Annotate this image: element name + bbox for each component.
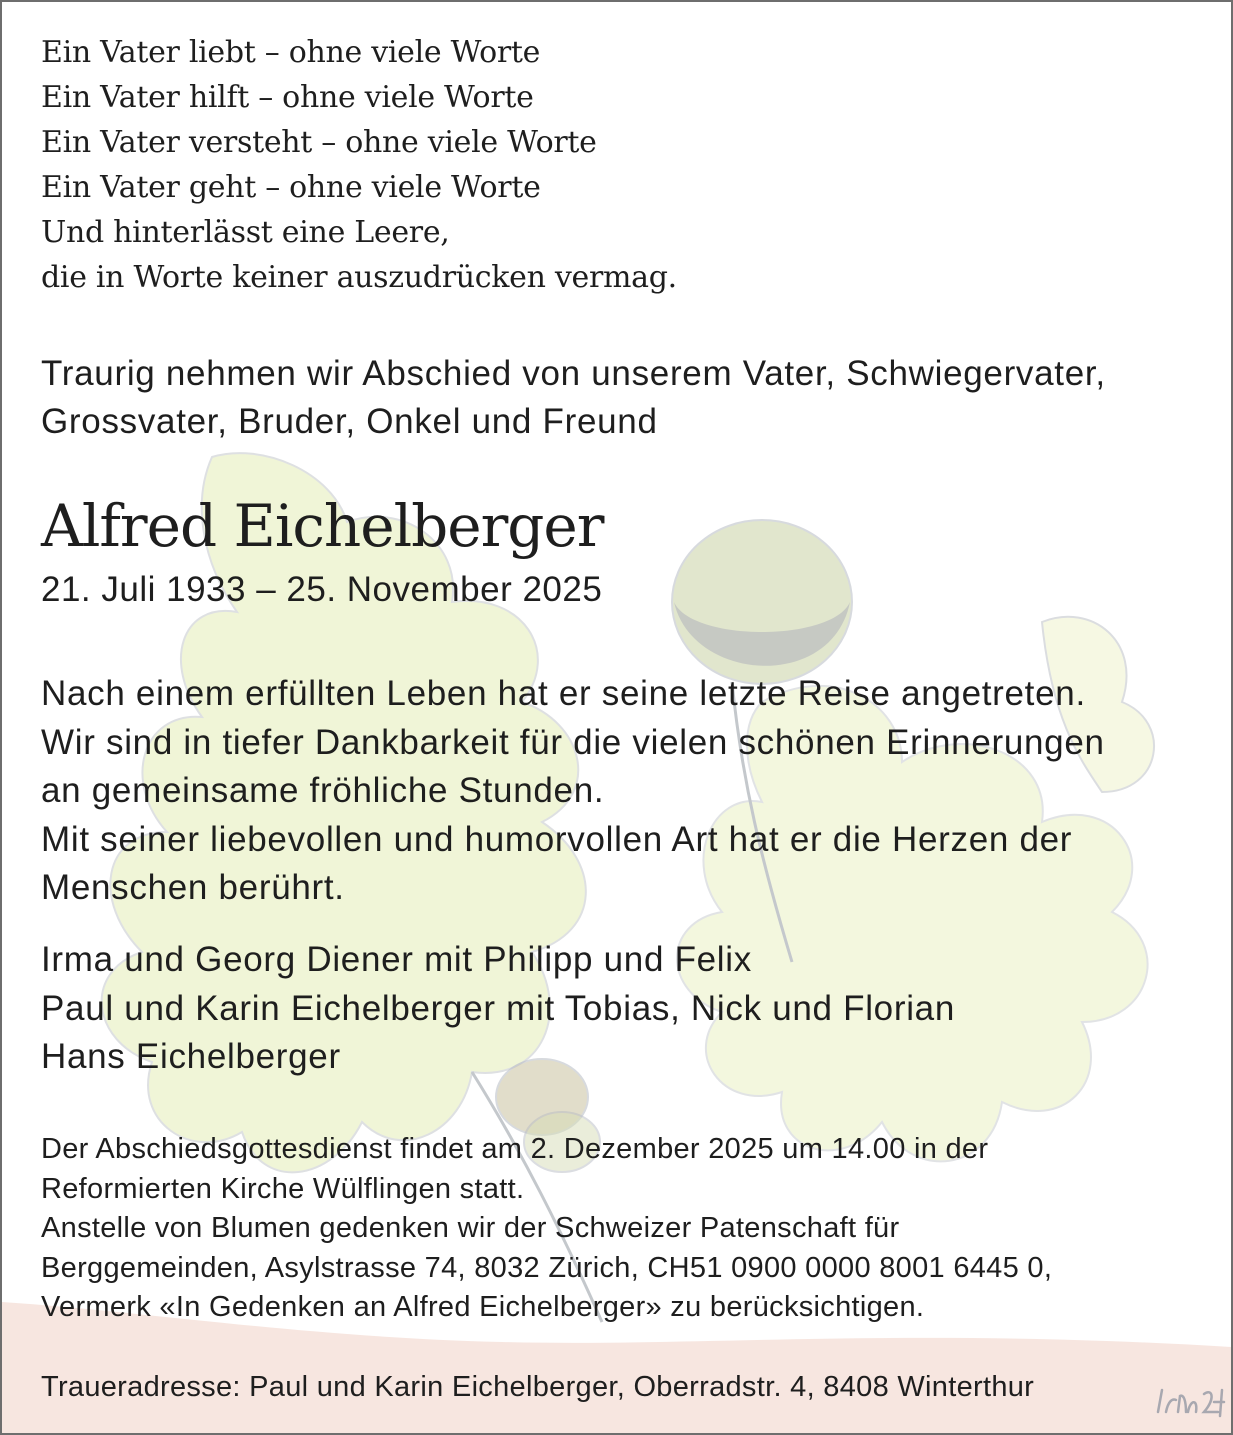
tribute-line: Menschen berührt. (41, 868, 345, 907)
mourner-entry: Paul und Karin Eichelberger mit Tobias, Nick und Florian (41, 988, 955, 1028)
tribute-line: Mit seiner liebevollen und humorvollen Art hat er die Herzen der (41, 819, 1073, 859)
intro-line: Grossvater, Bruder, Onkel und Freund (41, 402, 658, 441)
mourners-list (41, 936, 955, 1082)
poem-line: Ein Vater hilft – ohne viele Worte (41, 80, 534, 115)
poem-line: Und hinterlässt eine Leere, (41, 215, 450, 250)
poem-line: Ein Vater geht – ohne viele Worte (41, 170, 541, 205)
intro-line: Traurig nehmen wir Abschied von unserem Vater, Schwiegervater, (41, 354, 1106, 393)
tribute-line: an gemeinsame fröhliche Stunden. (41, 771, 605, 810)
poem-line: die in Worte keiner auszudrücken vermag. (41, 260, 677, 295)
mourner-entry: Irma und Georg Diener mit Philipp und Felix (41, 940, 752, 979)
tribute-line: Nach einem erfüllten Leben hat er seine letzte Reise angetreten. (41, 674, 1086, 713)
poem-line: Ein Vater liebt – ohne viele Worte (41, 35, 541, 70)
tribute-line: Wir sind in tiefer Dankbarkeit für die vielen schönen Erinnerungen (41, 722, 1105, 762)
mourner-entry: Hans Eichelberger (41, 1037, 341, 1076)
deceased-name: Alfred Eichelberger (41, 492, 604, 560)
poem-line: Ein Vater versteht – ohne viele Worte (41, 125, 597, 160)
service-details (41, 1130, 1052, 1328)
service-line: Der Abschiedsgottesdienst findet am 2. Dezember 2025 um 14.00 in der (41, 1133, 989, 1165)
poem (41, 30, 677, 300)
mourning-address: Traueradresse: Paul und Karin Eichelberger, Oberradstr. 4, 8408 Winterthur (41, 1371, 1035, 1403)
service-line: Reformierten Kirche Wülflingen statt. (41, 1172, 525, 1205)
service-line: Berggemeinden, Asylstrasse 74, 8032 Zürich, CH51 0900 0000 8001 6445 0, (41, 1251, 1053, 1284)
artist-signature (1152, 1372, 1227, 1427)
service-line: Vermerk «In Gedenken an Alfred Eichelberger» zu berücksichtigen. (41, 1291, 925, 1323)
service-line: Anstelle von Blumen gedenken wir der Schweizer Patenschaft für (41, 1212, 900, 1244)
tribute-text (41, 670, 1105, 913)
life-dates: 21. Juli 1933 – 25. November 2025 (41, 570, 603, 609)
announcement-intro (41, 350, 1106, 446)
